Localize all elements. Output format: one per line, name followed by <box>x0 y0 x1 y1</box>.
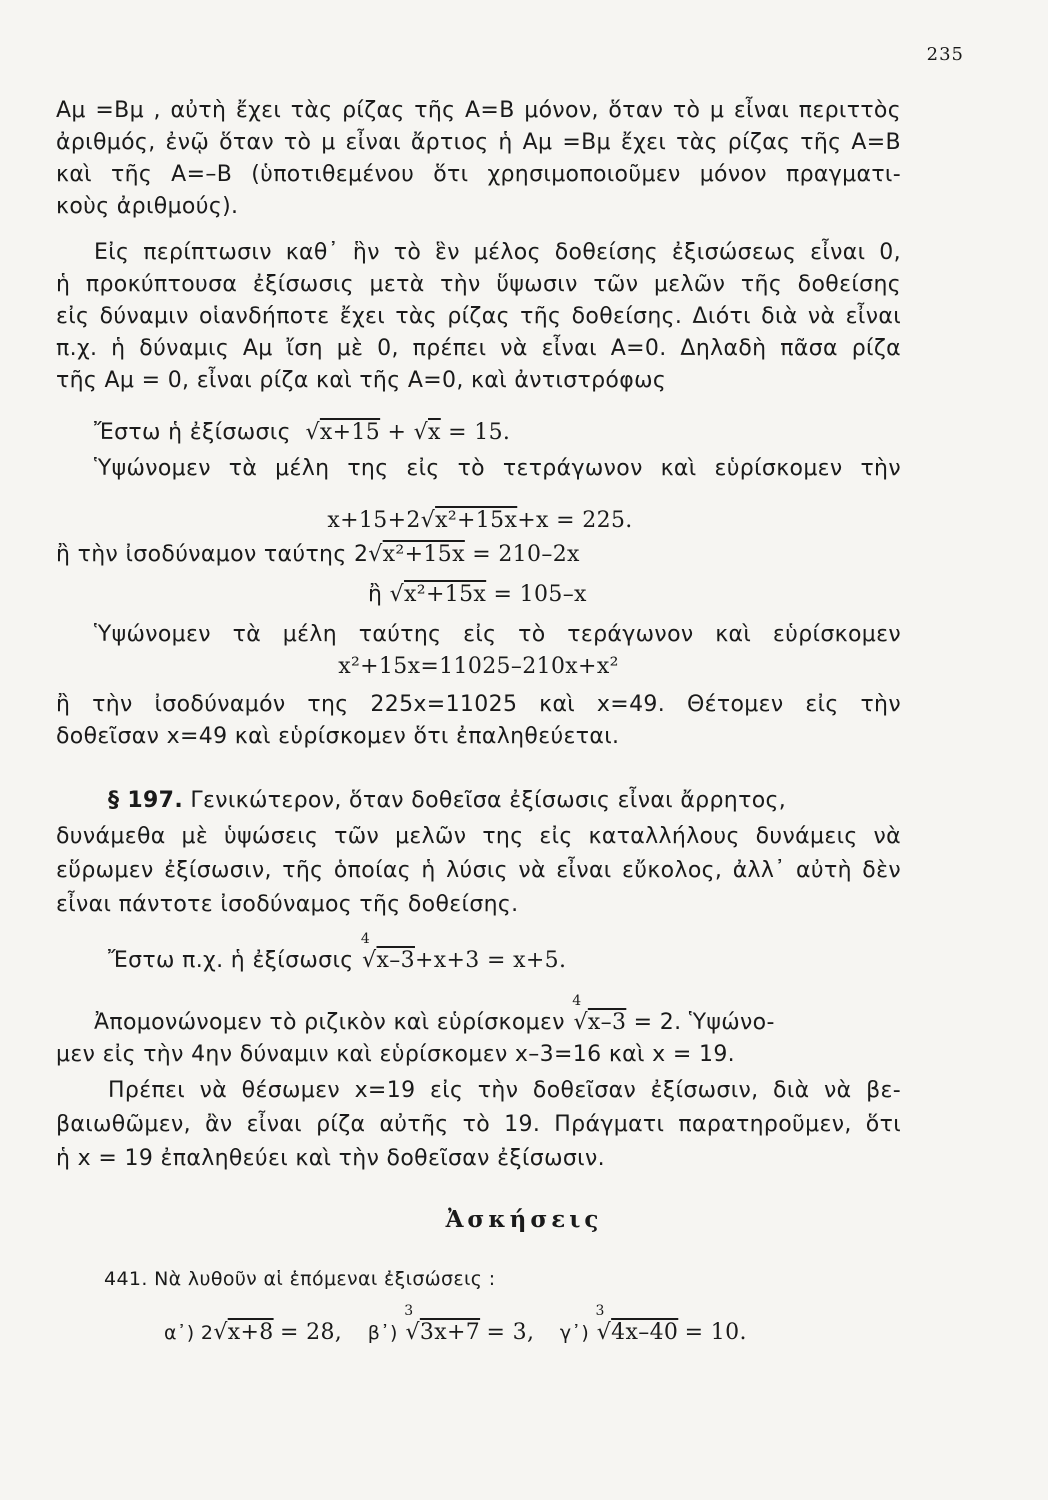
text-line: ἢ τὴν ἰσοδύναμόν της 225x=11025 καὶ x=49. Θέτομεν εἰς τὴν <box>56 692 901 717</box>
equation-line: x²+15x=11025–210x+x² <box>338 654 619 679</box>
text-line: ἡ x = 19 ἐπαληθεύει καὶ τὴν δοθεῖσαν ἐξίσωσιν. <box>56 1146 605 1171</box>
text-line: ἡ προκύπτουσα ἐξίσωσις μετὰ τὴν ὕψωσιν τῶν μελῶν τῆς δοθείσης <box>56 272 901 297</box>
text-line: Πρέπει νὰ θέσωμεν x=19 εἰς τὴν δοθεῖσαν ἐξίσωσιν, διὰ νὰ βε- <box>108 1078 901 1103</box>
exercise-text: Νὰ λυθοῦν αἱ ἑπόμεναι ἐξισώσεις : <box>154 1268 496 1290</box>
radicand: x²+15x <box>435 508 518 533</box>
text-line: μεν εἰς τὴν 4ην δύναμιν καὶ εὑρίσκομεν x–3=16 καὶ x = 19. <box>56 1042 736 1067</box>
text-line: εἶναι πάντοτε ἰσοδύναμος τῆς δοθείσης. <box>56 892 519 917</box>
equation-part: = 2. Ὑψώνο- <box>633 1010 775 1035</box>
equation-part: x+15+2 <box>327 508 421 533</box>
section-text: Γενικώτερον, ὅταν δοθεῖσα ἐξίσωσις εἶναι ἄρρητος, <box>190 788 787 813</box>
page-number: 235 <box>926 44 964 65</box>
text-line: δοθεῖσαν x=49 καὶ εὑρίσκομεν ὅτι ἐπαληθεύεται. <box>56 724 620 749</box>
text-line: εἰς δύναμιν οἱανδήποτε ἔχει τὰς ρίζας τῆς δοθείσης. Διότι διὰ νὰ εἶναι <box>56 304 901 329</box>
text-line: κοὺς ἀριθμούς). <box>56 194 239 219</box>
exercise-b-label: β᾽) <box>367 1322 398 1344</box>
example-equation-2 <box>108 931 953 978</box>
radicand: x <box>428 420 441 445</box>
radicand: x+15 <box>319 420 381 445</box>
radical-sign: √ <box>213 1320 228 1345</box>
text-line <box>94 993 901 1040</box>
radical-sign: √ <box>413 420 428 445</box>
text-line: εὕρωμεν ἐξίσωσιν, τῆς ὁποίας ἡ λύσις νὰ εἶναι εὔκολος, ἀλλ᾽ αὐτὴ δὲν <box>56 858 901 883</box>
radical-sign: √ <box>389 582 405 607</box>
exercise-c-label: γ᾽) <box>559 1322 590 1344</box>
equation-part: +x = 225. <box>517 508 633 533</box>
equation-part: = 28, <box>279 1320 343 1345</box>
radical-sign: √ <box>405 1320 420 1345</box>
exercise-a-label: α᾽) 2 <box>164 1322 214 1344</box>
root-index: 3 <box>404 1303 414 1319</box>
equation-rhs: = 15. <box>448 420 511 445</box>
equation-line <box>368 580 768 610</box>
plus-sign: + <box>387 420 407 445</box>
radicand: x²+15x <box>382 542 465 567</box>
exercises-heading: Ἀσκήσεις <box>445 1206 603 1233</box>
radicand: x–3 <box>587 1010 627 1035</box>
text-line: Ὑψώνομεν τὰ μέλη ταύτης εἰς τὸ τεράγωνον καὶ εὑρίσκομεν <box>94 622 901 647</box>
root-index: 4 <box>360 931 371 947</box>
radical-sign: √ <box>298 420 320 445</box>
equation-prefix: ἢ τὴν ἰσοδύναμον ταύτης 2 <box>56 542 369 567</box>
radicand: 3x+7 <box>419 1320 481 1345</box>
equation-part: = 10. <box>684 1320 747 1345</box>
radical-sign: √ <box>362 948 377 973</box>
text-line: Aμ =Bμ , αὐτὴ ἔχει τὰς ρίζας τῆς A=B μόνον, ὅταν τὸ μ εἶναι περιττὸς <box>56 98 901 123</box>
section-label: § 197. <box>108 788 184 813</box>
radical-sign: √ <box>420 508 436 533</box>
text-line: ἀριθμός, ἐνῷ ὅταν τὸ μ εἶναι ἄρτιος ἡ Aμ =Bμ ἔχει τὰς ρίζας τῆς A=B <box>56 130 901 155</box>
section-line <box>108 786 901 816</box>
equation-prefix: ἢ <box>368 582 383 607</box>
exercise-line <box>104 1264 949 1294</box>
text-line: δυνάμεθα μὲ ὑψώσεις τῶν μελῶν της εἰς καταλλήλους δυνάμεις νὰ <box>56 824 901 849</box>
exercise-number: 441. <box>104 1268 148 1290</box>
text-line: Εἰς περίπτωσιν καθ᾽ ἣν τὸ ἓν μέλος δοθείσης ἐξισώσεως εἶναι 0, <box>94 240 901 265</box>
equation-part: = 3, <box>486 1320 535 1345</box>
equation-line <box>260 506 700 536</box>
text-line: Ὑψώνομεν τὰ μέλη της εἰς τὸ τετράγωνον καὶ εὑρίσκομεν τὴν <box>94 456 901 481</box>
radical-sign: √ <box>596 1320 612 1345</box>
root-index: 4 <box>572 993 582 1009</box>
example-prefix: Ἔστω π.χ. ἡ ἐξίσωσις <box>108 948 354 973</box>
radicand: x–3 <box>376 948 415 973</box>
exercise-equations <box>164 1303 864 1350</box>
text-line: καὶ τῆς A=–B (ὑποτιθεμένου ὅτι χρησιμοποιοῦμεν μόνον πραγματι- <box>56 162 901 187</box>
radicand: x²+15x <box>404 582 487 607</box>
radicand: 4x–40 <box>611 1320 679 1345</box>
root-index: 3 <box>595 1303 605 1319</box>
equation-line <box>56 540 901 570</box>
example-prefix: Ἔστω ἡ ἐξίσωσις <box>94 420 291 445</box>
radical-sign: √ <box>368 542 383 567</box>
isolate-prefix: Ἀπομονώνομεν τὸ ριζικὸν καὶ εὑρίσκομεν <box>94 1010 565 1035</box>
radical-sign: √ <box>573 1010 588 1035</box>
equation-part: +x+3 = x+5. <box>414 948 567 973</box>
text-line: βαιωθῶμεν, ἂν εἶναι ρίζα αὐτῆς τὸ 19. Πράγματι παρατηροῦμεν, ὅτι <box>56 1112 901 1137</box>
equation-part: = 210–2x <box>472 542 580 567</box>
radicand: x+8 <box>227 1320 274 1345</box>
text-line: τῆς Aμ = 0, εἶναι ρίζα καὶ τῆς A=0, καὶ ἀντιστρόφως <box>56 368 667 393</box>
example-equation-1 <box>94 418 939 448</box>
text-line: π.χ. ἡ δύναμις Aμ ἴση μὲ 0, πρέπει νὰ εἶναι A=0. Δηλαδὴ πᾶσα ρίζα <box>56 336 901 361</box>
equation-part: = 105–x <box>493 582 587 607</box>
